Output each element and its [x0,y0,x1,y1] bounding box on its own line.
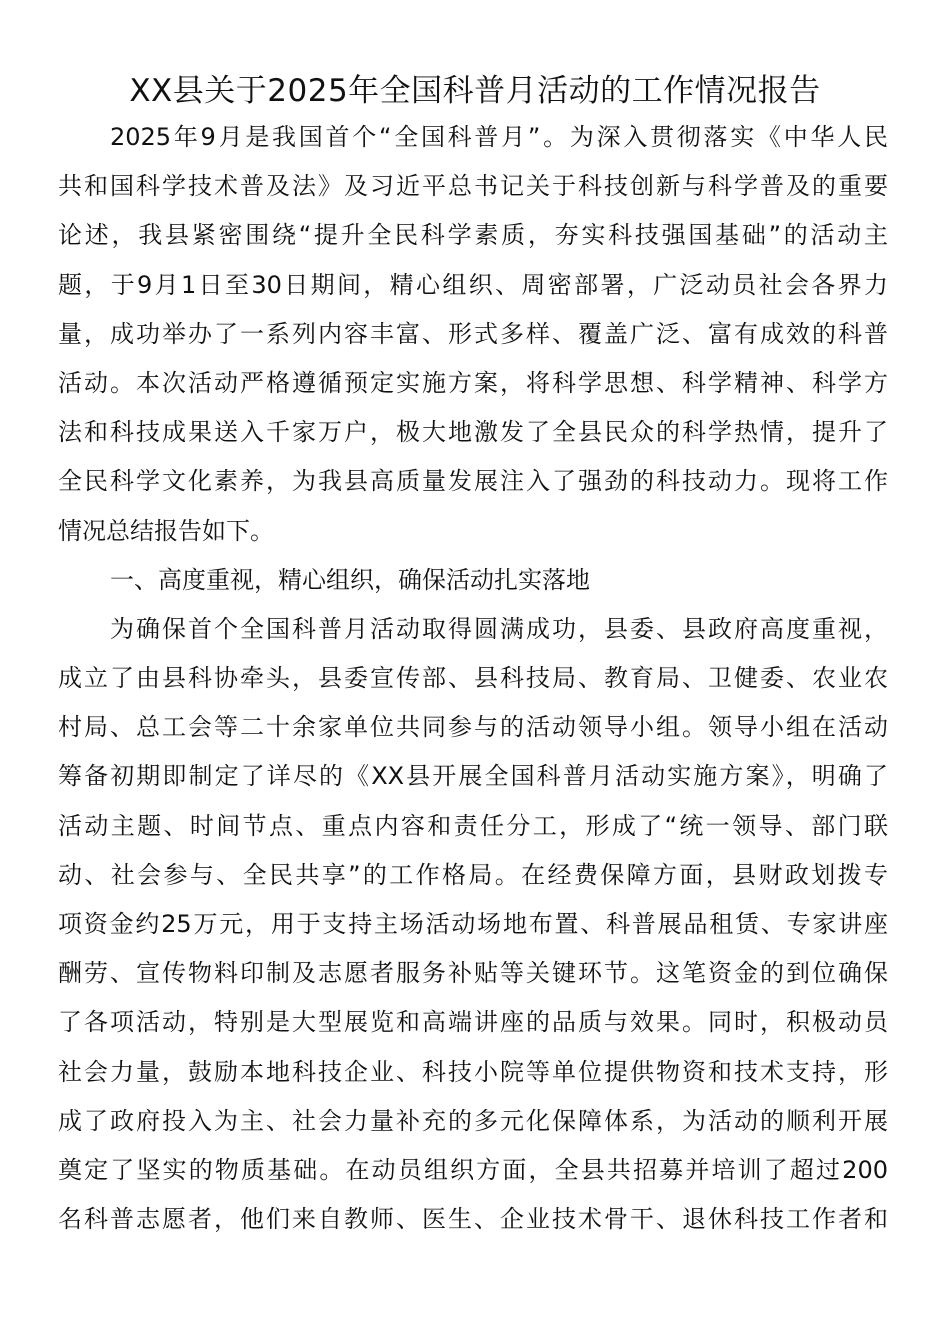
paragraph-1-line-4: 题，于9月1日至30日期间，精心组织、周密部署，广泛动员社会各界力 [58,270,888,299]
paragraph-2-line-6: 动、社会参与、全民共享”的工作格局。在经费保障方面，县财政划拨专 [58,860,888,889]
document-title: XX县关于2025年全国科普月活动的工作情况报告 [129,73,821,109]
paragraph-2-line-12: 奠定了坚实的物质基础。在动员组织方面，全县共招募并培训了超过200 [58,1155,888,1184]
paragraph-1-line-8: 全民科学文化素养，为我县高质量发展注入了强劲的科技动力。现将工作 [58,467,888,496]
paragraph-2-line-5: 活动主题、时间节点、重点内容和责任分工，形成了“统一领导、部门联 [58,811,888,840]
paragraph-1-line-5: 量，成功举办了一系列内容丰富、形式多样、覆盖广泛、富有成效的科普 [58,319,888,348]
paragraph-2-line-10: 社会力量，鼓励本地科技企业、科技小院等单位提供物资和技术支持，形 [58,1057,888,1086]
section-1-heading: 一、高度重视，精心组织，确保活动扎实落地 [110,565,590,594]
paragraph-2-line-13: 名科普志愿者，他们来自教师、医生、企业技术骨干、退休科技工作者和 [58,1205,888,1234]
paragraph-2-line-3: 村局、总工会等二十余家单位共同参与的活动领导小组。领导小组在活动 [58,713,888,742]
paragraph-2-line-8: 酬劳、宣传物料印制及志愿者服务补贴等关键环节。这笔资金的到位确保 [58,959,888,988]
paragraph-1-line-1: 2025年9月是我国首个“全国科普月”。为深入贯彻落实《中华人民 [110,123,888,151]
paragraph-2-line-7: 项资金约25万元，用于支持主场活动场地布置、科普展品租赁、专家讲座 [58,910,888,938]
paragraph-2-line-2: 成立了由县科协牵头，县委宣传部、县科技局、教育局、卫健委、农业农 [58,664,888,693]
paragraph-1-line-3: 论述，我县紧密围绕“提升全民科学素质，夯实科技强国基础”的活动主 [58,221,888,250]
paragraph-2-line-4: 筹备初期即制定了详尽的《XX县开展全国科普月活动实施方案》，明确了 [58,762,888,791]
paragraph-1-line-9: 情况总结报告如下。 [58,516,274,545]
paragraph-1-line-7: 法和科技成果送入千家万户，极大地激发了全县民众的科学热情，提升了 [58,418,888,447]
document-body [58,113,888,1244]
paragraph-2-line-11: 成了政府投入为主、社会力量补充的多元化保障体系，为活动的顺利开展 [58,1106,888,1135]
paragraph-2-line-1: 为确保首个全国科普月活动取得圆满成功，县委、县政府高度重视， [110,614,888,643]
paragraph-1-line-6: 活动。本次活动严格遵循预定实施方案，将科学思想、科学精神、科学方 [58,368,888,397]
paragraph-1-line-2: 共和国科学技术普及法》及习近平总书记关于科技创新与科学普及的重要 [58,172,888,201]
paragraph-2-line-9: 了各项活动，特别是大型展览和高端讲座的品质与效果。同时，积极动员 [58,1008,888,1037]
